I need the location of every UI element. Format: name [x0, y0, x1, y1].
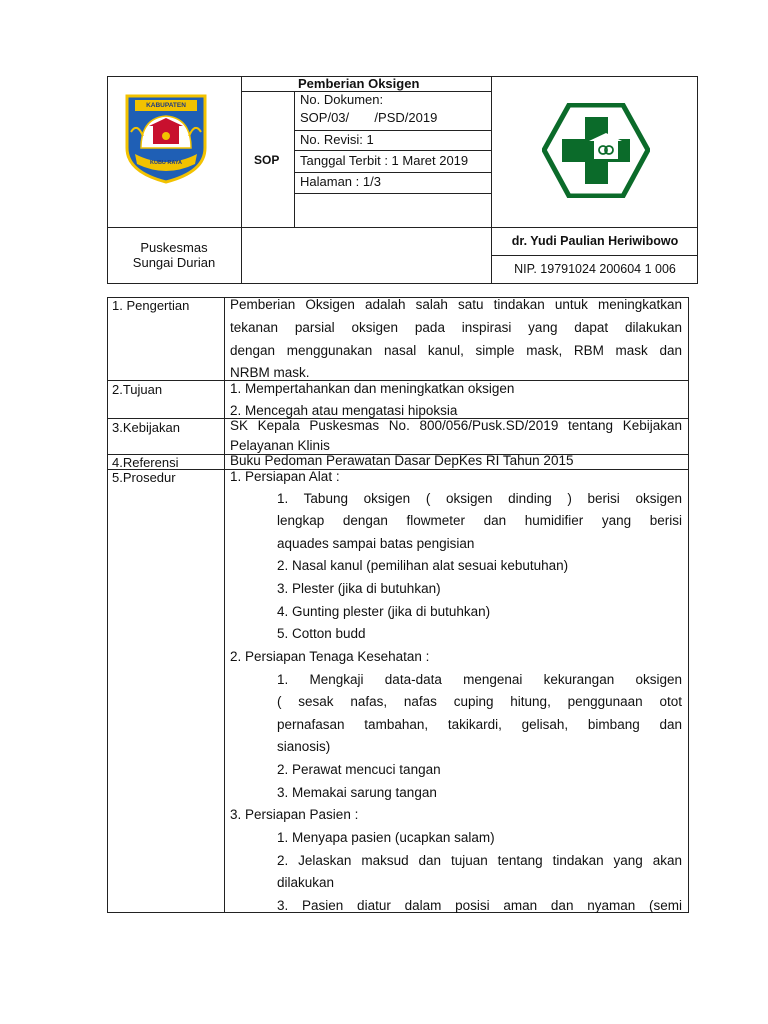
tenaga-item-1-line-4: sianosis) [277, 739, 331, 754]
header-divider [294, 172, 491, 173]
header-divider [294, 91, 295, 227]
header-divider [294, 130, 491, 131]
table-divider [224, 297, 225, 913]
signer-nip: NIP. 19791024 200604 1 006 [514, 262, 676, 276]
puskesmas-logo [542, 103, 650, 198]
alat-item-3: 3. Plester (jika di butuhkan) [277, 581, 441, 596]
alat-item-1-line-3: aquades sampai batas pengisian [277, 536, 475, 551]
header-divider [241, 76, 242, 284]
referensi-text: Buku Pedoman Perawatan Dasar DepKes RI Tahun 2015 [230, 453, 574, 468]
pengertian-label: 1. Pengertian [112, 298, 190, 313]
regency-logo [123, 92, 209, 184]
pengertian-line-1: Pemberian Oksigen adalah salah satu tindakan untuk meningkatkan [230, 297, 682, 312]
pasien-heading: 3. Persiapan Pasien : [230, 807, 359, 822]
document-number-label: No. Dokumen: [300, 92, 384, 107]
alat-item-2: 2. Nasal kanul (pemilihan alat sesuai kebutuhan) [277, 558, 569, 573]
tenaga-heading: 2. Persiapan Tenaga Kesehatan : [230, 649, 430, 664]
alat-item-5: 5. Cotton budd [277, 626, 366, 641]
header-divider [294, 150, 491, 151]
regency-logo-bottom-text: KUBU RAYA [150, 160, 182, 166]
signer-name: dr. Yudi Paulian Heriwibowo [511, 234, 679, 248]
tenaga-item-1-line-1: 1. Mengkaji data-data mengenai kekurangan oksigen [277, 672, 682, 687]
header-divider [491, 76, 492, 284]
alat-item-4: 4. Gunting plester (jika di butuhkan) [277, 604, 491, 619]
document-number-value: SOP/03/ /PSD/2019 [300, 110, 438, 125]
revision-number: No. Revisi: 1 [300, 132, 374, 147]
tujuan-item-1: 1. Mempertahankan dan meningkatkan oksigen [230, 381, 515, 396]
issue-date: Tanggal Terbit : 1 Maret 2019 [300, 153, 469, 168]
kebijakan-line-1: SK Kepala Puskesmas No. 800/056/Pusk.SD/2019 tentang Kebijakan [230, 418, 682, 433]
regency-logo-top-text: KABUPATEN [146, 102, 186, 109]
tenaga-item-2: 2. Perawat mencuci tangan [277, 762, 441, 777]
header-divider [294, 193, 491, 194]
pasien-item-1: 1. Menyapa pasien (ucapkan salam) [277, 830, 495, 845]
document-title: Pemberian Oksigen [298, 76, 420, 91]
pasien-item-2-line-2: dilakukan [277, 875, 335, 890]
pengertian-line-3: dengan menggunakan nasal kanul, simple mask, RBM mask dan [230, 343, 682, 358]
pasien-item-2-line-1: 2. Jelaskan maksud dan tujuan tentang tindakan yang akan [277, 853, 682, 868]
tujuan-item-2: 2. Mencegah atau mengatasi hipoksia [230, 403, 458, 418]
sop-label: SOP [254, 153, 280, 167]
tujuan-label: 2.Tujuan [112, 382, 163, 397]
referensi-label: 4.Referensi [112, 455, 179, 470]
alat-item-1-line-2: lengkap dengan flowmeter dan humidifier yang berisi [277, 513, 682, 528]
alat-item-1-line-1: 1. Tabung oksigen ( oksigen dinding ) berisi oksigen [277, 491, 682, 506]
header-divider [491, 255, 698, 256]
organization-name-line1: Puskesmas [140, 240, 208, 255]
pengertian-line-4: NRBM mask. [230, 365, 310, 380]
organization-name-line2: Sungai Durian [132, 255, 216, 270]
header-divider [107, 227, 698, 228]
pasien-item-3: 3. Pasien diatur dalam posisi aman dan nyaman (semi [277, 898, 682, 913]
prosedur-label: 5.Prosedur [112, 470, 176, 485]
kebijakan-line-2: Pelayanan Klinis [230, 438, 330, 453]
tenaga-item-1-line-2: ( sesak nafas, nafas cuping hitung, penggunaan otot [277, 694, 682, 709]
tenaga-item-1-line-3: pernafasan tambahan, takikardi, gelisah, bimbang dan [277, 717, 682, 732]
alat-heading: 1. Persiapan Alat : [230, 469, 340, 484]
page-number: Halaman : 1/3 [300, 174, 381, 189]
tenaga-item-3: 3. Memakai sarung tangan [277, 785, 437, 800]
pengertian-line-2: tekanan parsial oksigen pada inspirasi yang dapat dilakukan [230, 320, 682, 335]
kebijakan-label: 3.Kebijakan [112, 420, 180, 435]
